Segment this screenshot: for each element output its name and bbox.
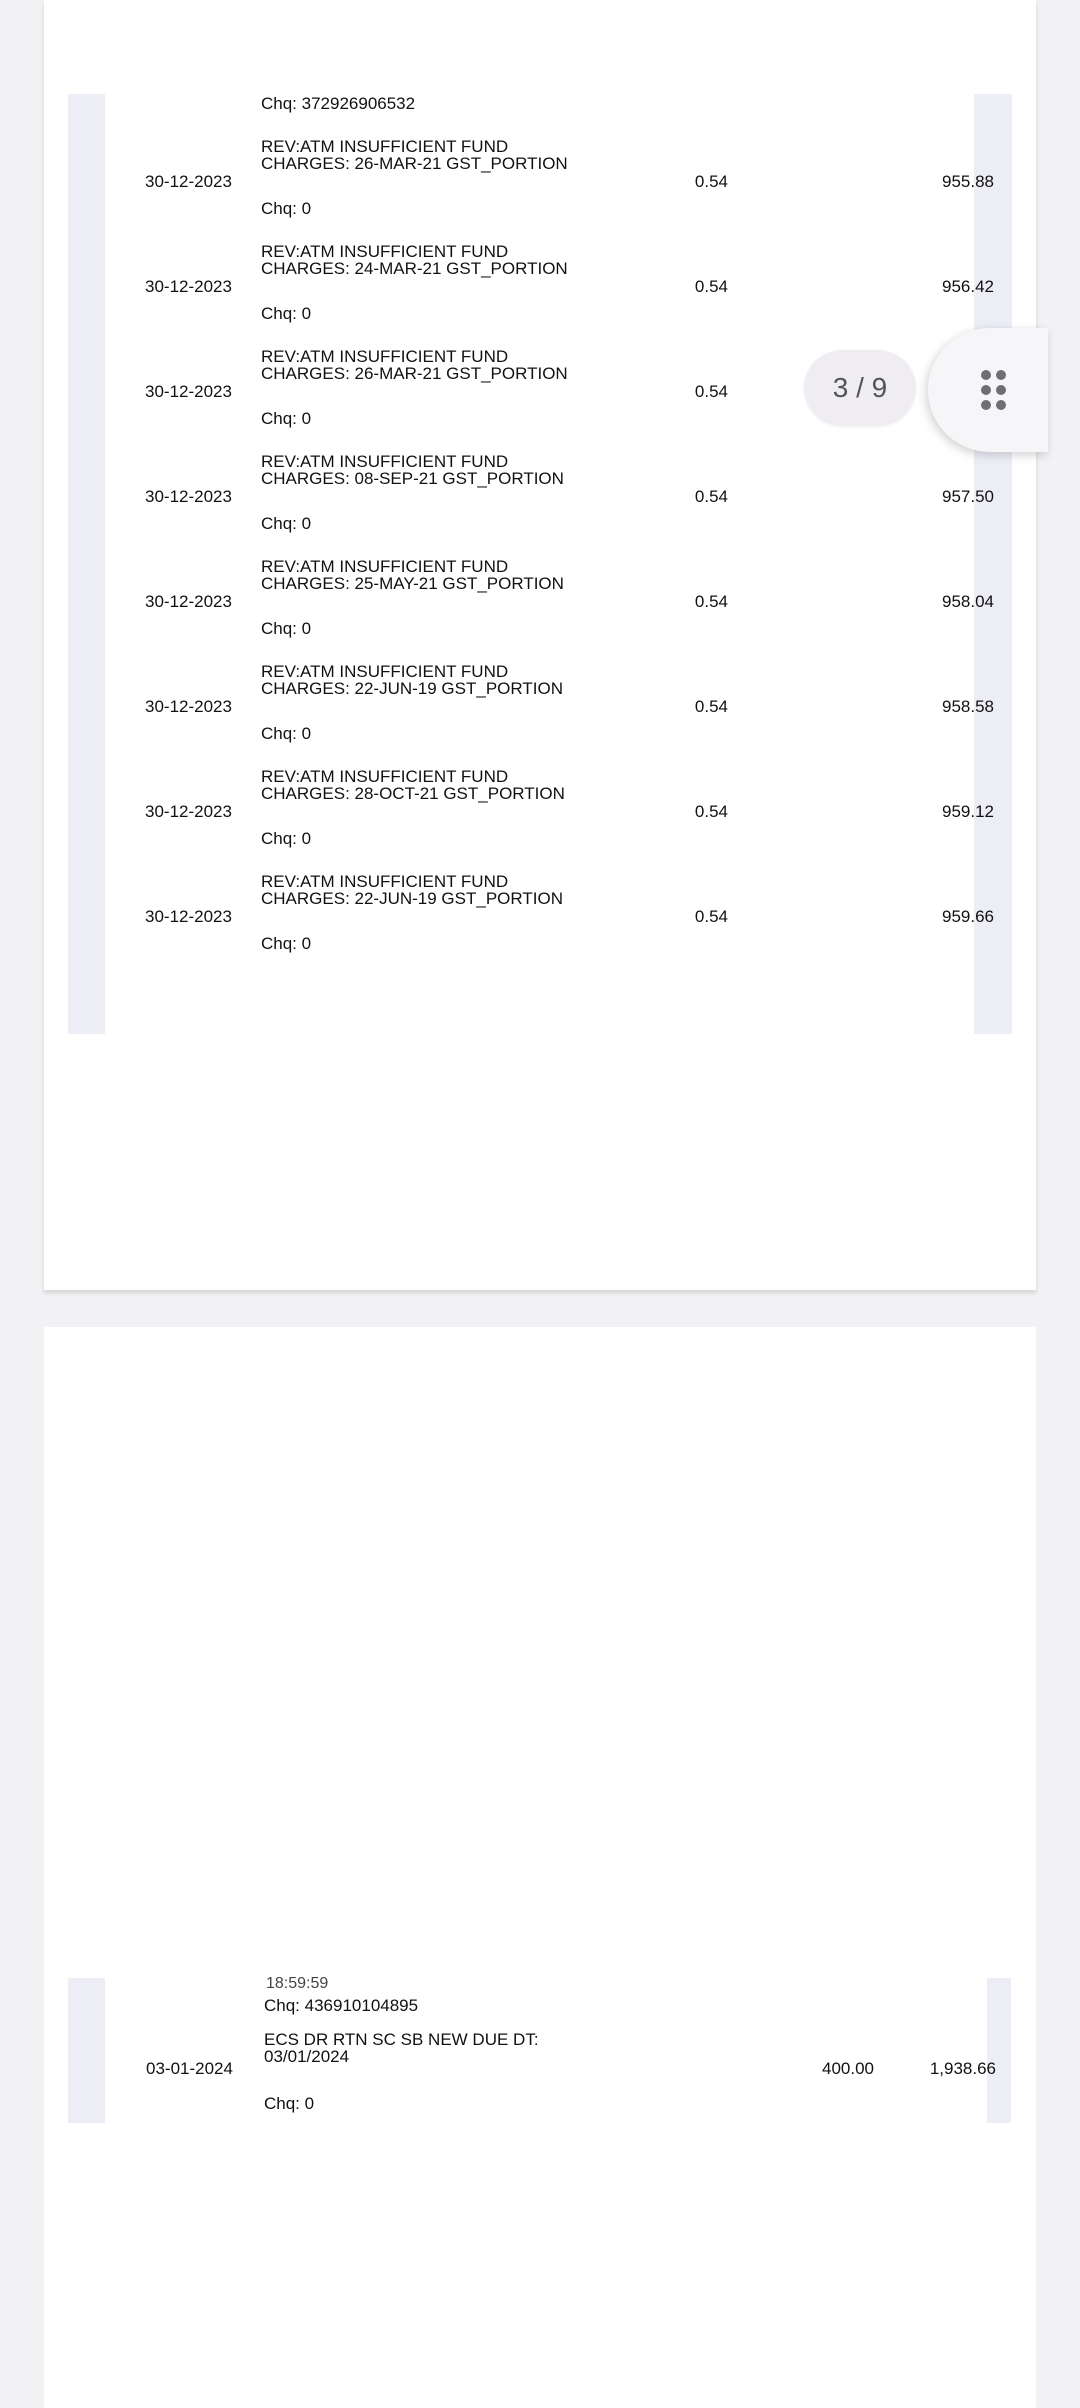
transaction-description: REV:ATM INSUFFICIENT FUND CHARGES: 08-SEP-21 GST_PORTION: [261, 452, 564, 488]
pdf-page-2: [44, 1327, 1036, 2408]
transaction-row: [44, 208, 1036, 323]
transaction-date: 30-12-2023: [145, 382, 232, 401]
transaction-balance: 958.58: [942, 697, 994, 716]
transaction-balance: 959.12: [942, 802, 994, 821]
transaction-description: REV:ATM INSUFFICIENT FUND CHARGES: 26-MAR-21 GST_PORTION: [261, 347, 568, 383]
transaction-chq: Chq: 0: [264, 2094, 315, 2113]
transaction-date: 30-12-2023: [145, 277, 232, 296]
transaction-date: 30-12-2023: [145, 802, 232, 821]
transaction-row: [44, 838, 1036, 953]
transaction-description: ECS DR RTN SC SB NEW DUE DT: 03/01/2024: [264, 2030, 539, 2066]
transaction-date: 30-12-2023: [145, 592, 232, 611]
transaction-block: [44, 1951, 1036, 2111]
transaction-chq: Chq: 0: [261, 829, 312, 848]
transaction-balance: 1,938.66: [929, 2059, 996, 2078]
transaction-description: REV:ATM INSUFFICIENT FUND CHARGES: 25-MAY-21 GST_PORTION: [261, 557, 564, 593]
transaction-balance: 959.66: [942, 907, 994, 926]
transaction-row: [44, 733, 1036, 848]
transaction-chq: Chq: 0: [261, 514, 312, 533]
page-indicator[interactable]: [804, 350, 916, 426]
chq-number: Chq: 372926906532: [261, 94, 416, 113]
transaction-chq: Chq: 0: [261, 304, 312, 323]
transaction-row: [44, 418, 1036, 533]
transaction-amount: 0.54: [694, 907, 728, 926]
cut-off-text: 18:59:59: [266, 1975, 329, 1992]
transaction-chq: Chq: 0: [261, 409, 312, 428]
transaction-description: REV:ATM INSUFFICIENT FUND CHARGES: 24-MAR-21 GST_PORTION: [261, 242, 568, 278]
transaction-description: REV:ATM INSUFFICIENT FUND CHARGES: 22-JUN-19 GST_PORTION: [261, 872, 563, 908]
transaction-balance: 955.88: [942, 172, 994, 191]
transaction-chq: Chq: 0: [261, 619, 312, 638]
transaction-description: REV:ATM INSUFFICIENT FUND CHARGES: 22-JUN-19 GST_PORTION: [261, 662, 563, 698]
transaction-row: [44, 103, 1036, 218]
transaction-date: 30-12-2023: [145, 172, 232, 191]
transaction-chq: Chq: 0: [261, 199, 312, 218]
transaction-amount: 0.54: [694, 697, 728, 716]
transaction-balance: 957.50: [942, 487, 994, 506]
transaction-date: 30-12-2023: [145, 697, 232, 716]
transaction-date: 03-01-2024: [146, 2059, 233, 2078]
transaction-amount: 0.54: [694, 277, 728, 296]
pdf-page-1: [44, 0, 1036, 1290]
transaction-amount: 0.54: [694, 487, 728, 506]
fast-scroll-handle[interactable]: [928, 328, 1048, 452]
transaction-amount: 0.54: [694, 382, 728, 401]
drag-handle-icon: [981, 370, 1007, 410]
transaction-balance: 956.42: [942, 277, 994, 296]
transaction-date: 30-12-2023: [145, 907, 232, 926]
transaction-chq: Chq: 0: [261, 934, 312, 953]
transaction-amount: 0.54: [694, 802, 728, 821]
transaction-balance: 958.04: [942, 592, 994, 611]
chq-number: Chq: 436910104895: [264, 1996, 419, 2015]
transaction-amount: 0.54: [694, 172, 728, 191]
transaction-row: [44, 1951, 1036, 2111]
transaction-date: 30-12-2023: [145, 487, 232, 506]
transaction-description: REV:ATM INSUFFICIENT FUND CHARGES: 28-OCT-21 GST_PORTION: [261, 767, 565, 803]
transaction-amount: 400.00: [822, 2059, 874, 2078]
transaction-row: [44, 628, 1036, 743]
page-indicator-label: 3 / 9: [832, 372, 888, 403]
transaction-amount: 0.54: [694, 592, 728, 611]
transaction-description: REV:ATM INSUFFICIENT FUND CHARGES: 26-MAR-21 GST_PORTION: [261, 137, 568, 173]
transaction-chq: Chq: 0: [261, 724, 312, 743]
transaction-row: [44, 523, 1036, 638]
